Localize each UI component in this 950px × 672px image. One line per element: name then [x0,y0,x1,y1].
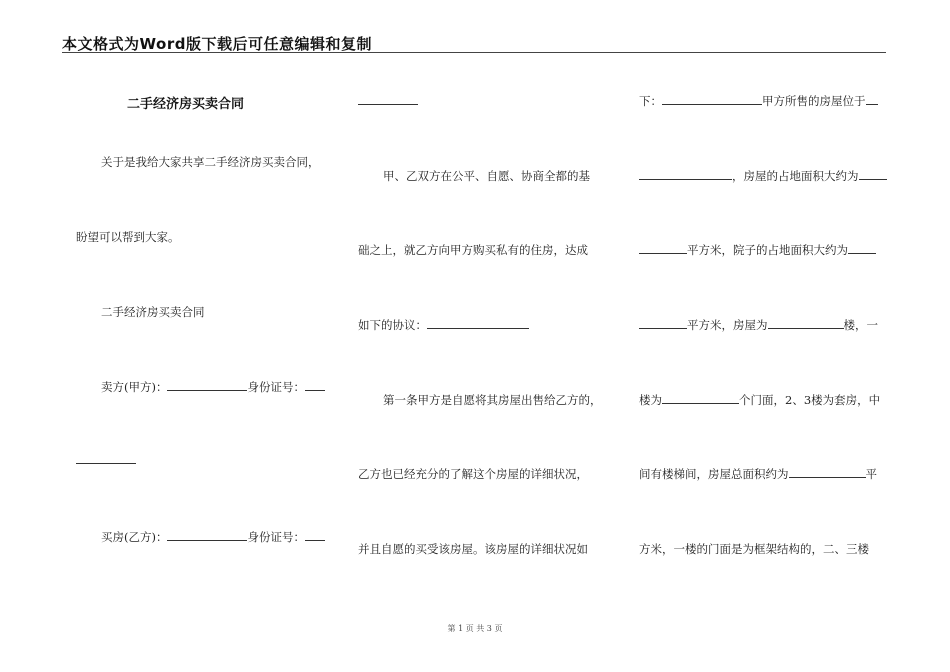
blank [662,392,739,404]
col3-line6 [639,466,877,482]
header-title: 本文格式为Word版下载后可任意编辑和复制 [62,35,372,53]
seller-id-label: 身份证号： [247,380,305,394]
col3-line7: 方米，一楼的门面是为框架结构的，二、三楼 [639,542,869,556]
seller-id-blank [305,379,325,391]
buyer-line [101,529,325,545]
blank [639,242,687,254]
col3-line4-text-c: 楼，一 [843,318,878,332]
buyer-label: 买房(乙方)： [101,530,168,544]
agreement-blank [427,317,529,329]
agreement-label: 如下的协议： [358,318,427,332]
blank [859,168,887,180]
contract-subtitle: 二手经济房买卖合同 [101,305,205,319]
col3-line5-text-b: 个门面，2、3楼为套房，中 [739,393,881,407]
para1-line2: 础之上，就乙方向甲方购买私有的住房，达成 [358,243,588,257]
blank [848,242,876,254]
col3-line3-text: 平方米，院子的占地面积大约为 [687,243,848,257]
col3-line6-text-a: 间有楼梯间，房屋总面积约为 [639,467,789,481]
col3-line5-text-a: 楼为 [639,393,662,407]
page-footer: 第 1 页 共 3 页 [447,624,503,633]
col3-line1-text-a: 下： [639,94,662,108]
col3-line4-text-b: 平方米，房屋为 [687,318,768,332]
intro-line-1: 关于是我给大家共享二手经济房买卖合同， [101,155,320,169]
blank [639,317,687,329]
col3-line5 [639,392,880,408]
col3-line1-text-b: 甲方所售的房屋位于 [762,94,866,108]
para2-line3: 并且自愿的买受该房屋。该房屋的详细状况如 [358,542,588,556]
seller-id-continued [76,452,136,467]
blank [662,93,762,105]
seller-line [101,379,325,395]
buyer-id-blank [305,529,325,541]
intro-line-2: 盼望可以帮到大家。 [76,230,180,244]
col3-line2-text: ，房屋的占地面积大约为 [732,169,859,183]
para2-line1: 第一条甲方是自愿将其房屋出售给乙方的， [383,393,602,407]
blank-underline [358,93,418,105]
blank [768,317,844,329]
col3-line2 [639,168,887,184]
document-title: 二手经济房买卖合同 [127,97,245,112]
seller-name-blank [167,379,247,391]
header-divider [62,52,886,53]
blank [789,466,866,478]
col3-line1 [639,93,878,109]
buyer-name-blank [167,529,247,541]
col3-line6-text-b: 平 [865,467,877,481]
blank [866,93,878,105]
seller-label: 卖方(甲方)： [101,380,168,394]
blank [639,168,732,180]
col3-line4 [639,317,878,333]
para1-line1: 甲、乙双方在公平、自愿、协商全都的基 [383,169,590,183]
para2-line2: 乙方也已经充分的了解这个房屋的详细状况， [358,467,588,481]
col3-line3 [639,242,876,258]
para1-line3 [358,317,529,333]
buyer-id-label: 身份证号： [247,530,305,544]
seller-id-blank-continued [76,452,136,464]
blank-line-top [358,93,418,108]
